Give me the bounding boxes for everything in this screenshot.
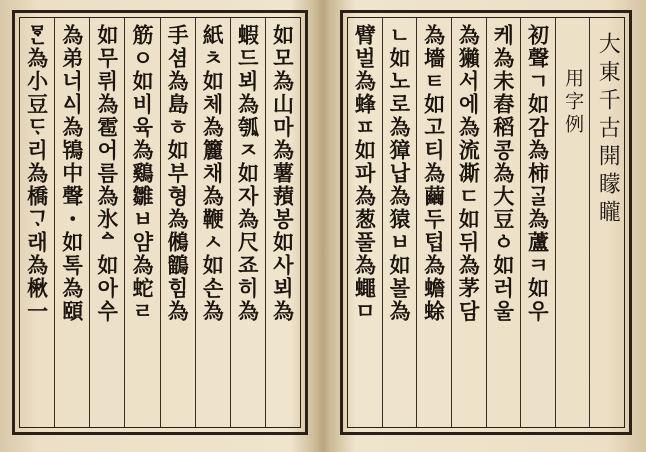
right-column-1	[589, 18, 624, 427]
right-column-4	[486, 18, 521, 427]
right-column-5-text: 為獺서에為流凘ㄷ如뒤為茅담	[456, 24, 482, 323]
page-title: 大東千古開矇矓	[595, 32, 621, 228]
section-heading: 用字例	[562, 68, 585, 137]
right-column-3-text: 初聲ㄱ如감為柿ᄀᆞᆯ為蘆ㅋ如우	[525, 24, 551, 323]
right-column-6-text: 為墻ㅌ如고티為繭두텁為蟾蜍	[421, 24, 447, 323]
left-column-8-text: ᄝᆞᆫ為小豆ᄃᆞ리為橋ᄀᆞ래為楸一	[24, 24, 50, 323]
left-column-5-text: 筋ㅇ如비육為鷄雛ㅂ얌為蛇ㄹ	[129, 24, 155, 323]
right-column-8	[348, 18, 382, 427]
right-column-2	[555, 18, 590, 427]
right-page-columns	[348, 18, 624, 427]
left-column-5	[124, 18, 159, 427]
right-column-5	[451, 18, 486, 427]
right-column-3	[520, 18, 555, 427]
right-column-6	[416, 18, 451, 427]
left-column-4-text: 手셤為島ㅎ如부형為鵂鶹힘為	[165, 24, 191, 323]
right-column-7	[382, 18, 417, 427]
left-column-7	[54, 18, 89, 427]
book-gutter	[308, 0, 340, 452]
right-column-8-text: 臂벌為蜂ㅍ如파為葱풀為蠅ㅁ	[352, 24, 378, 323]
right-column-7-text: ㄴ如노로為獐납為猿ㅂ如볼為	[386, 24, 412, 323]
left-column-6-text: 如무뤼為雹어름為氷ᅀ如아ᅀᅮ	[94, 24, 120, 323]
left-page-frame	[19, 17, 301, 428]
right-column-4-text: 케為未舂稻콩為大豆ㆁ如러울	[490, 24, 516, 323]
left-column-4	[160, 18, 195, 427]
left-column-2	[230, 18, 265, 427]
left-column-2-text: 蝦드뵈為瓠ㅈ如자為尺죠히為	[235, 24, 261, 323]
left-column-3-text: 紙ㅊ如체為籭채為鞭ㅅ如손為	[200, 24, 226, 323]
left-page	[12, 10, 308, 435]
left-column-6	[89, 18, 124, 427]
left-page-columns	[20, 18, 300, 427]
left-column-3	[195, 18, 230, 427]
right-page	[340, 10, 632, 435]
left-column-8	[20, 18, 54, 427]
left-column-7-text: 為弟너ᅀᅵ為鴇中聲・如톡為頤	[59, 24, 85, 323]
left-column-1-text: 如모為山마為薯蕷봉如사뵈為	[270, 24, 296, 323]
left-column-1	[265, 18, 300, 427]
right-page-frame	[347, 17, 625, 428]
